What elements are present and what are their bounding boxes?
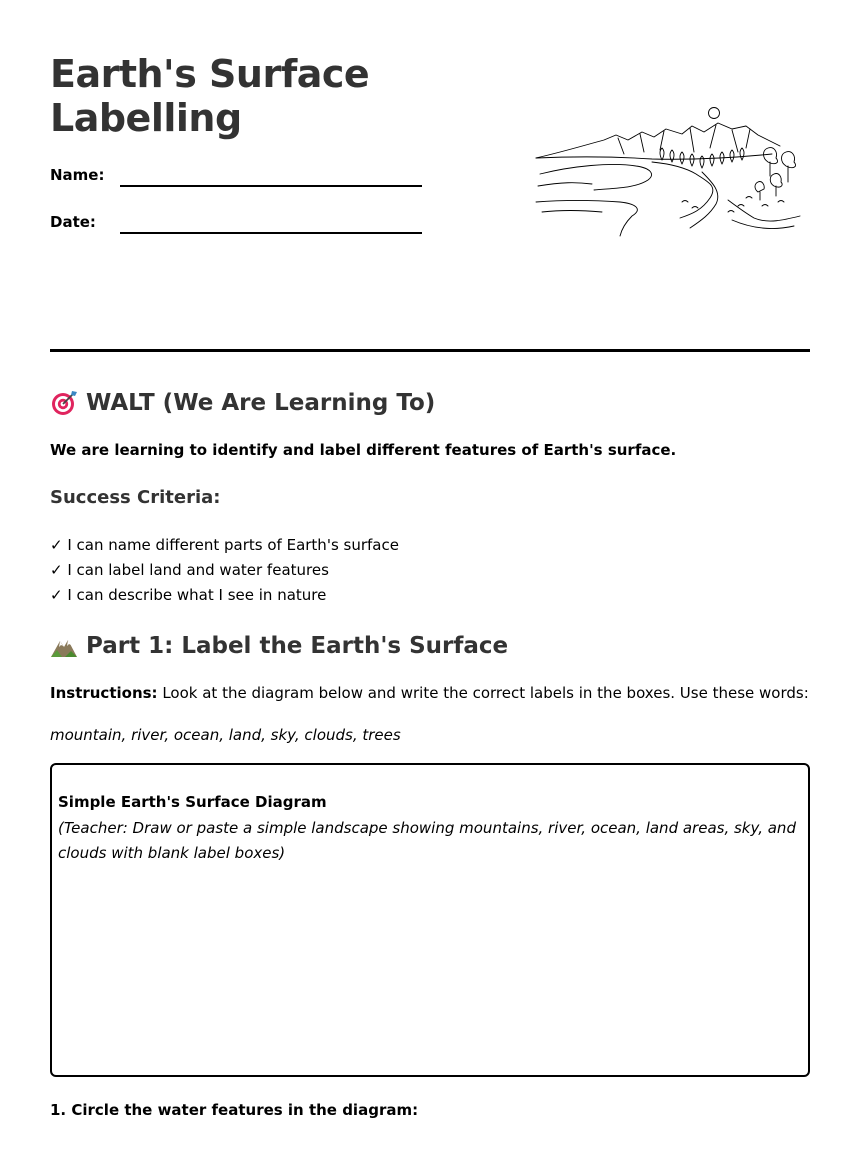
success-criteria-heading: Success Criteria:: [50, 487, 221, 508]
name-label: Name:: [50, 166, 105, 184]
trees-group: [660, 148, 796, 200]
mountain-icon: [50, 632, 78, 660]
date-field-row: [50, 213, 422, 237]
instructions-label: Instructions:: [50, 684, 158, 702]
date-label: Date:: [50, 213, 96, 231]
target-icon: [50, 389, 78, 417]
criteria-item: ✓ I can name different parts of Earth's surface: [50, 536, 399, 554]
page-title: Earth's Surface Labelling: [50, 52, 370, 140]
instructions: [50, 684, 809, 702]
success-criteria-list: [50, 533, 399, 608]
walt-statement: We are learning to identify and label different features of Earth's surface.: [50, 441, 677, 459]
part1-heading-text: Part 1: Label the Earth's Surface: [86, 633, 509, 659]
question-1: 1. Circle the water features in the diagram:: [50, 1101, 419, 1119]
date-write-line[interactable]: [120, 232, 422, 234]
word-bank: mountain, river, ocean, land, sky, clouds, trees: [50, 726, 401, 744]
criteria-item: ✓ I can describe what I see in nature: [50, 586, 327, 604]
name-write-line[interactable]: [120, 185, 422, 187]
landscape-illustration: [532, 102, 808, 244]
diagram-teacher-note: (Teacher: Draw or paste a simple landscape showing mountains, river, ocean, land areas, sky, and clouds with blank label boxes): [58, 819, 796, 862]
section-divider: [50, 349, 810, 352]
diagram-box: [50, 763, 810, 1077]
instructions-text: Look at the diagram below and write the correct labels in the boxes. Use these words:: [157, 684, 809, 702]
name-field-row: [50, 166, 422, 190]
part1-heading: [50, 632, 508, 660]
walt-heading: [50, 389, 435, 417]
sun-icon: [709, 108, 720, 119]
walt-heading-text: WALT (We Are Learning To): [86, 390, 436, 416]
criteria-item: ✓ I can label land and water features: [50, 561, 329, 579]
diagram-title: Simple Earth's Surface Diagram: [58, 793, 327, 811]
